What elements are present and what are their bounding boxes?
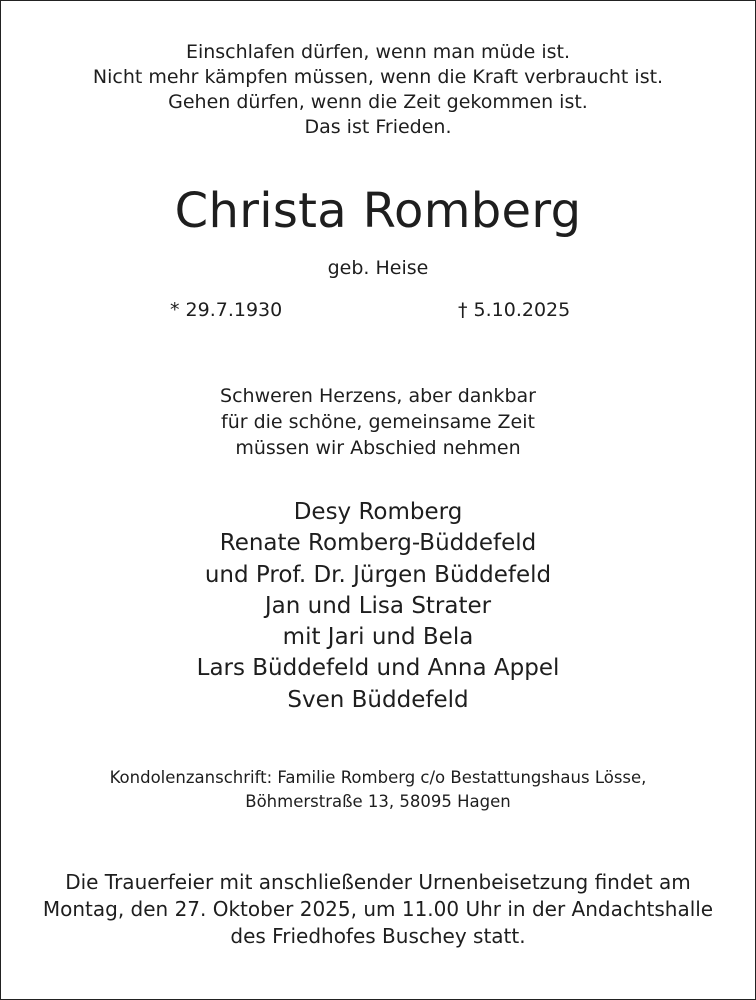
mourner: Jan und Lisa Strater xyxy=(264,592,492,619)
service-line: Montag, den 27. Oktober 2025, um 11.00 Uhr in der Andachtshalle xyxy=(42,897,714,921)
poem-line: Das ist Frieden. xyxy=(304,116,452,138)
condolence-address xyxy=(0,766,756,814)
poem-line: Nicht mehr kämpfen müssen, wenn die Kraft verbraucht ist. xyxy=(92,66,664,88)
birth-date: * 29.7.1930 xyxy=(170,299,283,321)
poem-line: Gehen dürfen, wenn die Zeit gekommen ist. xyxy=(168,91,588,113)
condolence-line: Böhmerstraße 13, 58095 Hagen xyxy=(245,792,511,811)
farewell-line: müssen wir Abschied nehmen xyxy=(235,437,521,459)
deceased-name: Christa Romberg xyxy=(174,183,582,239)
death-date: † 5.10.2025 xyxy=(458,299,571,321)
farewell-line: für die schöne, gemeinsame Zeit xyxy=(221,411,535,433)
service-line: Die Trauerfeier mit anschließender Urnenbeisetzung findet am xyxy=(65,870,691,894)
farewell-line: Schweren Herzens, aber dankbar xyxy=(220,385,536,407)
maiden-name: geb. Heise xyxy=(327,257,429,279)
mourner: und Prof. Dr. Jürgen Büddefeld xyxy=(204,561,552,588)
mourner: Lars Büddefeld und Anna Appel xyxy=(196,655,560,682)
mourners-list xyxy=(0,497,756,716)
mourner: mit Jari und Bela xyxy=(282,624,474,651)
mourner: Renate Romberg-Büddefeld xyxy=(219,530,537,557)
condolence-line: Kondolenzanschrift: Familie Romberg c/o Bestattungshaus Lösse, xyxy=(109,768,647,787)
mourner: Desy Romberg xyxy=(293,499,463,525)
funeral-service-notice xyxy=(0,869,756,950)
farewell-text xyxy=(0,383,756,461)
service-line: des Friedhofes Buschey statt. xyxy=(230,924,526,948)
poem-line: Einschlafen dürfen, wenn man müde ist. xyxy=(185,41,571,63)
poem xyxy=(0,40,756,140)
mourner: Sven Büddefeld xyxy=(287,686,469,713)
